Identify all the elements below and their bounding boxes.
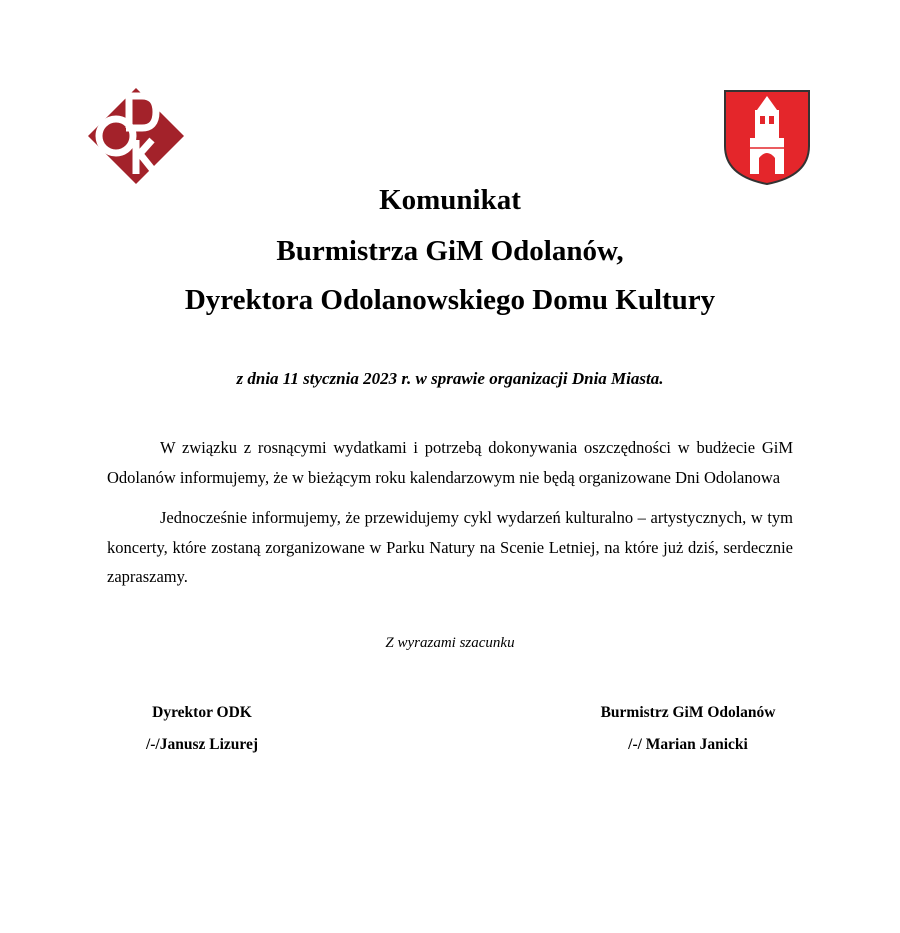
title-line-3: Dyrektora Odolanowskiego Domu Kultury [184,284,716,316]
paragraph-2-text: Jednocześnie informujemy, że przewidujemy cykl wydarzeń kulturalno – artystycznych, w tym koncerty, które zostaną zorganizowane w Parku Natury na Scenie Letniej, na które już dziś, serdecznie zapraszamy. [107,508,793,586]
closing-phrase: Z wyrazami szacunku [385,635,515,651]
title-line-1: Komunikat [379,184,521,216]
signature-left-name: /-/Janusz Lizurej [145,736,259,753]
paragraph-1-text: W związku z rosnącymi wydatkami i potrzebą dokonywania oszczędności w budżecie GiM Odolanów informujemy, że w bieżącym roku kalendarzowym nie będą organizowane Dni Odolanowa [107,438,793,487]
signature-right-role: Burmistrz GiM Odolanów [600,704,776,721]
signature-right-name: /-/ Marian Janicki [628,736,748,753]
paragraph-2 [107,503,793,592]
crest-gate [759,153,775,174]
paragraph-1 [107,433,793,492]
subtitle-date: z dnia 11 stycznia 2023 r. w sprawie organizacji Dnia Miasta. [236,369,664,388]
crest-tower-middle [755,110,779,140]
odk-logo [86,86,186,186]
signature-left-role: Dyrektor ODK [152,704,252,721]
odolanow-crest [722,88,812,186]
title-line-2: Burmistrza GiM Odolanów, [276,235,624,267]
